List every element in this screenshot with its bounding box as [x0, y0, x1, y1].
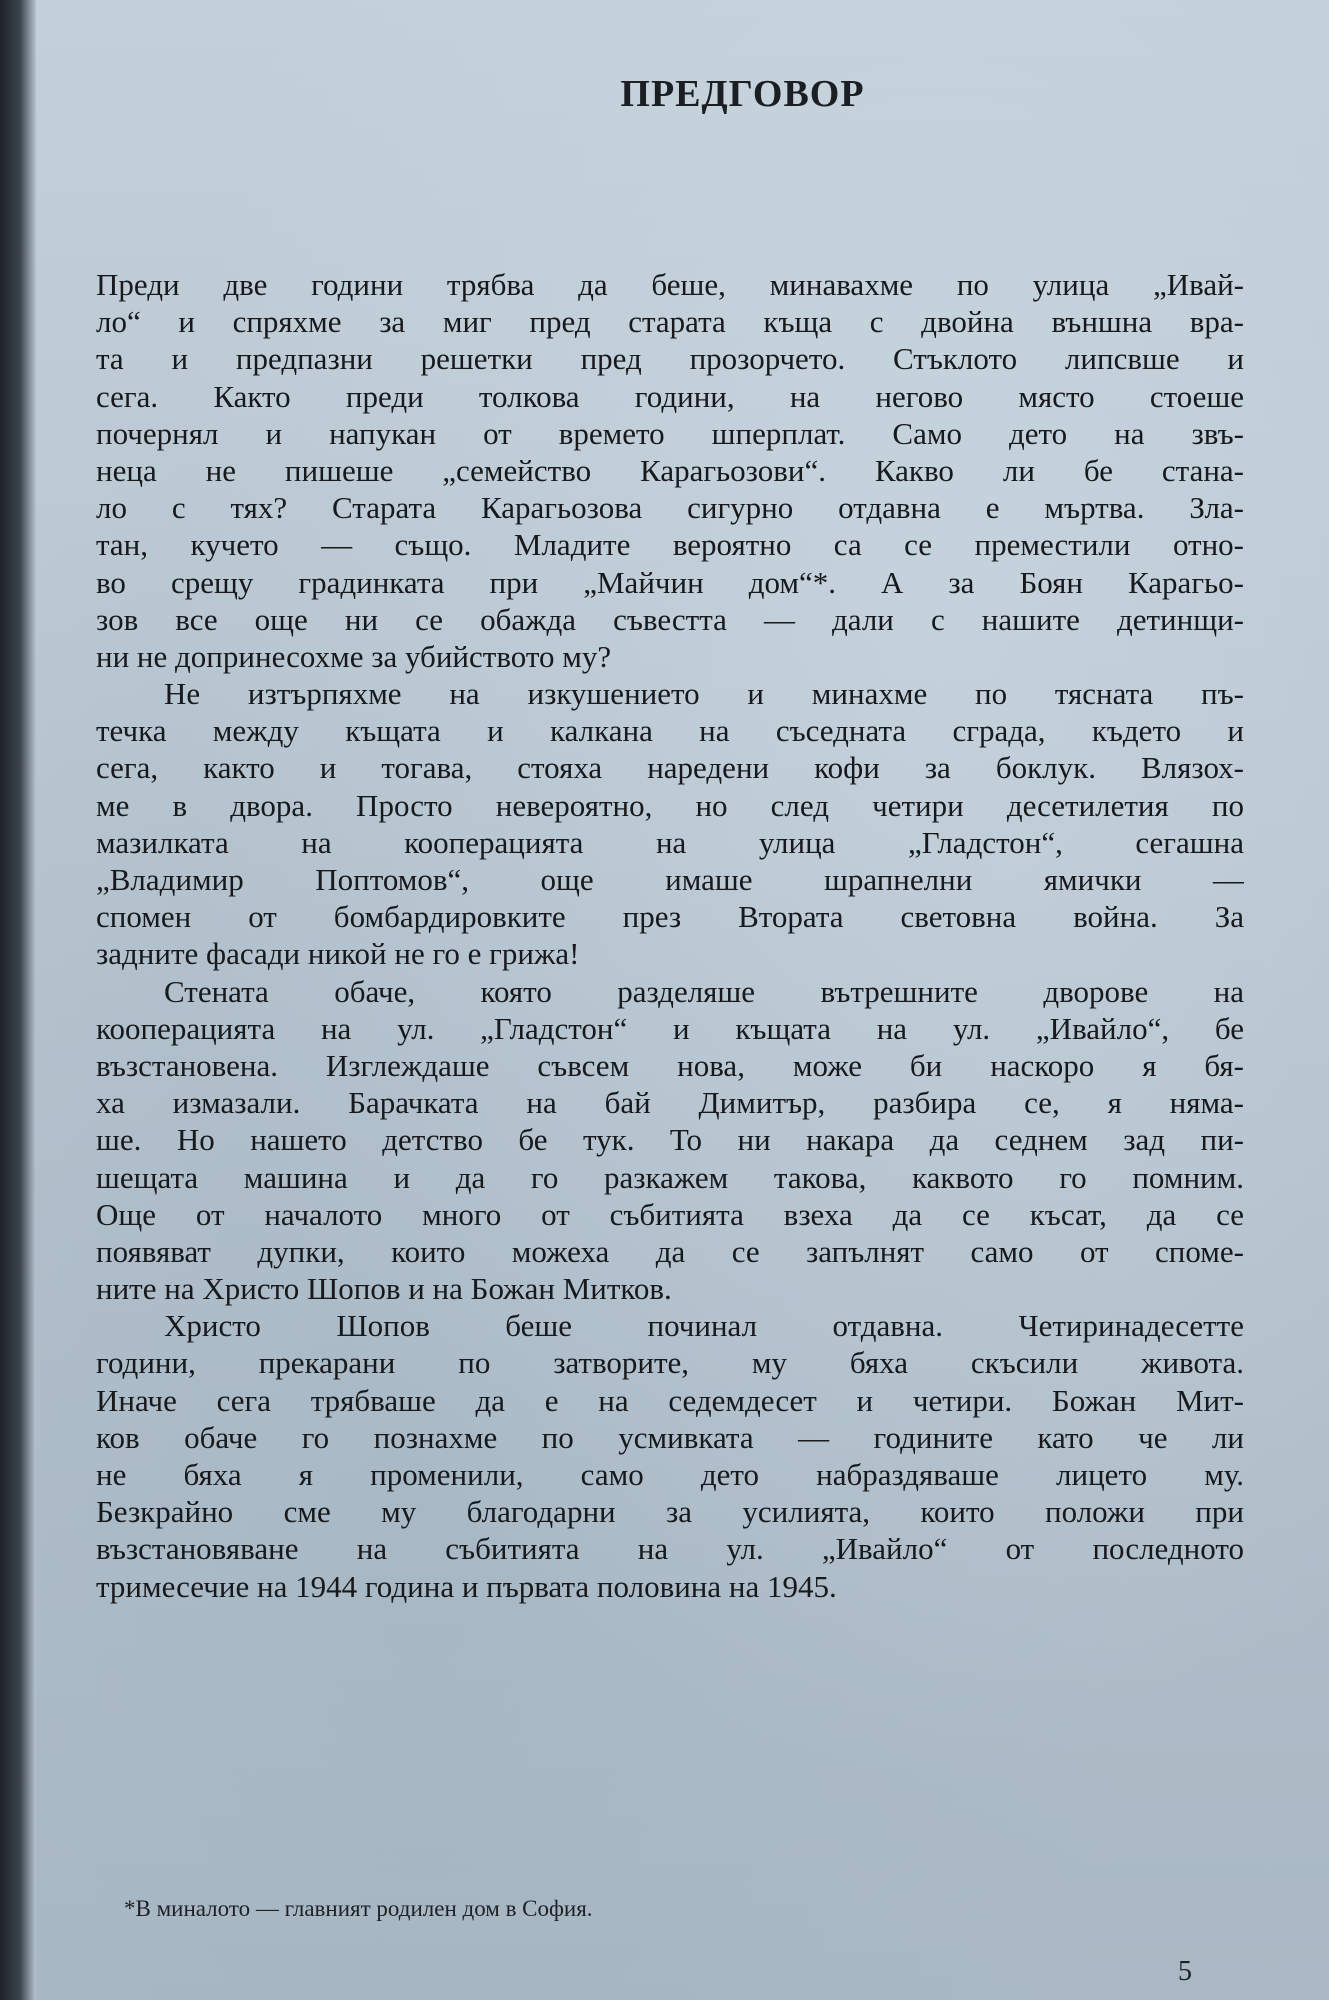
text-line: сега, както и тогава, стояха наредени кофи за боклук. Влязох-: [96, 750, 1244, 786]
text-line: сега. Както преди толкова години, на негово място стоеше: [96, 378, 1244, 414]
text-line: Стената обаче, която разделяше вътрешните дворове на: [164, 973, 1244, 1009]
text-line: задните фасади никой не го е грижа!: [96, 936, 580, 972]
text-line: спомен от бомбардировките през Втората световна война. За: [96, 899, 1244, 935]
text-line: появяват дупки, които можеха да се запълнят само от споме-: [96, 1233, 1244, 1269]
book-page: [36, 0, 1329, 2000]
footnote: *В миналото — главният родилен дом в София.: [124, 1896, 593, 1921]
text-line: Христо Шопов беше починал отдавна. Четиринадесетте: [164, 1308, 1244, 1344]
body-text: [96, 266, 1244, 1605]
text-line: течка между къщата и калкана на съседната сграда, където и: [96, 713, 1244, 749]
text-line: та и предпазни решетки пред прозорчето. Стъклото липсвше и: [96, 341, 1244, 377]
book-gutter-shadow: [0, 0, 36, 2000]
paragraph-3: [96, 973, 1244, 1308]
text-line: години, прекарани по затворите, му бяха скъсили живота.: [96, 1345, 1244, 1381]
paragraph-4: [96, 1307, 1244, 1605]
text-line: зов все още ни се обажда съвестта — дали с нашите детинщи-: [96, 601, 1244, 637]
text-line: ни не допринесохме за убийството му?: [96, 638, 612, 674]
text-line: ните на Христо Шопов и на Божан Митков.: [96, 1271, 672, 1307]
text-line: ло с тях? Старата Карагьозова сигурно отдавна е мъртва. Зла-: [96, 490, 1244, 526]
text-line: кооперацията на ул. „Гладстон“ и къщата на ул. „Ивайло“, бе: [96, 1010, 1244, 1046]
text-line: ло“ и спряхме за миг пред старата къща с двойна външна вра-: [96, 304, 1244, 340]
text-line: во срещу градинката при „Майчин дом“*. А за Боян Карагьо-: [96, 564, 1244, 600]
text-line: Иначе сега трябваше да е на седемдесет и четири. Божан Мит-: [96, 1382, 1244, 1418]
page-number: 5: [1178, 1956, 1192, 1987]
text-line: Преди две години трябва да беше, минавахме по улица „Ивай-: [96, 267, 1244, 302]
text-line: „Владимир Поптомов“, още имаше шрапнелни ямички —: [96, 862, 1244, 897]
text-line: тан, кучето — също. Младите вероятно са се преместили отно-: [96, 527, 1244, 563]
text-line: Още от началото много от събитията взеха да се късат, да се: [96, 1196, 1244, 1232]
text-line: ков обаче го познахме по усмивката — годините като че ли: [96, 1419, 1244, 1455]
text-line: неца не пишеше „семейство Карагьозови“. Какво ли бе стана-: [96, 452, 1244, 488]
paragraph-1: [96, 266, 1244, 675]
text-line: не бяха я променили, само дето набраздяваше лицето му.: [96, 1457, 1244, 1492]
paragraph-2: [96, 675, 1244, 973]
text-line: възстановяване на събитията на ул. „Ивайло“ от последното: [96, 1531, 1244, 1567]
text-line: ше. Но нашето детство бе тук. То ни накара да седнем зад пи-: [96, 1122, 1244, 1158]
text-line: ме в двора. Просто невероятно, но след четири десетилетия по: [96, 787, 1244, 823]
text-line: ха измазали. Барачката на бай Димитър, разбира се, я няма-: [96, 1085, 1244, 1121]
text-line: Не изтърпяхме на изкушението и минахме по тясната пъ-: [164, 676, 1244, 712]
text-line: почернял и напукан от времето шперплат. Само дето на звъ-: [96, 415, 1244, 451]
text-line: Безкрайно сме му благодарни за усилията, които положи при: [96, 1494, 1244, 1530]
text-line: тримесечие на 1944 година и първата половина на 1945.: [96, 1568, 837, 1604]
text-line: шещата машина и да го разкажем такова, каквото го помним.: [96, 1159, 1244, 1195]
page-title: ПРЕДГОВОР: [620, 73, 865, 115]
text-line: възстановена. Изглеждаше съвсем нова, може би наскоро я бя-: [96, 1047, 1244, 1083]
text-line: мазилката на кооперацията на улица „Гладстон“, сегашна: [96, 824, 1244, 860]
